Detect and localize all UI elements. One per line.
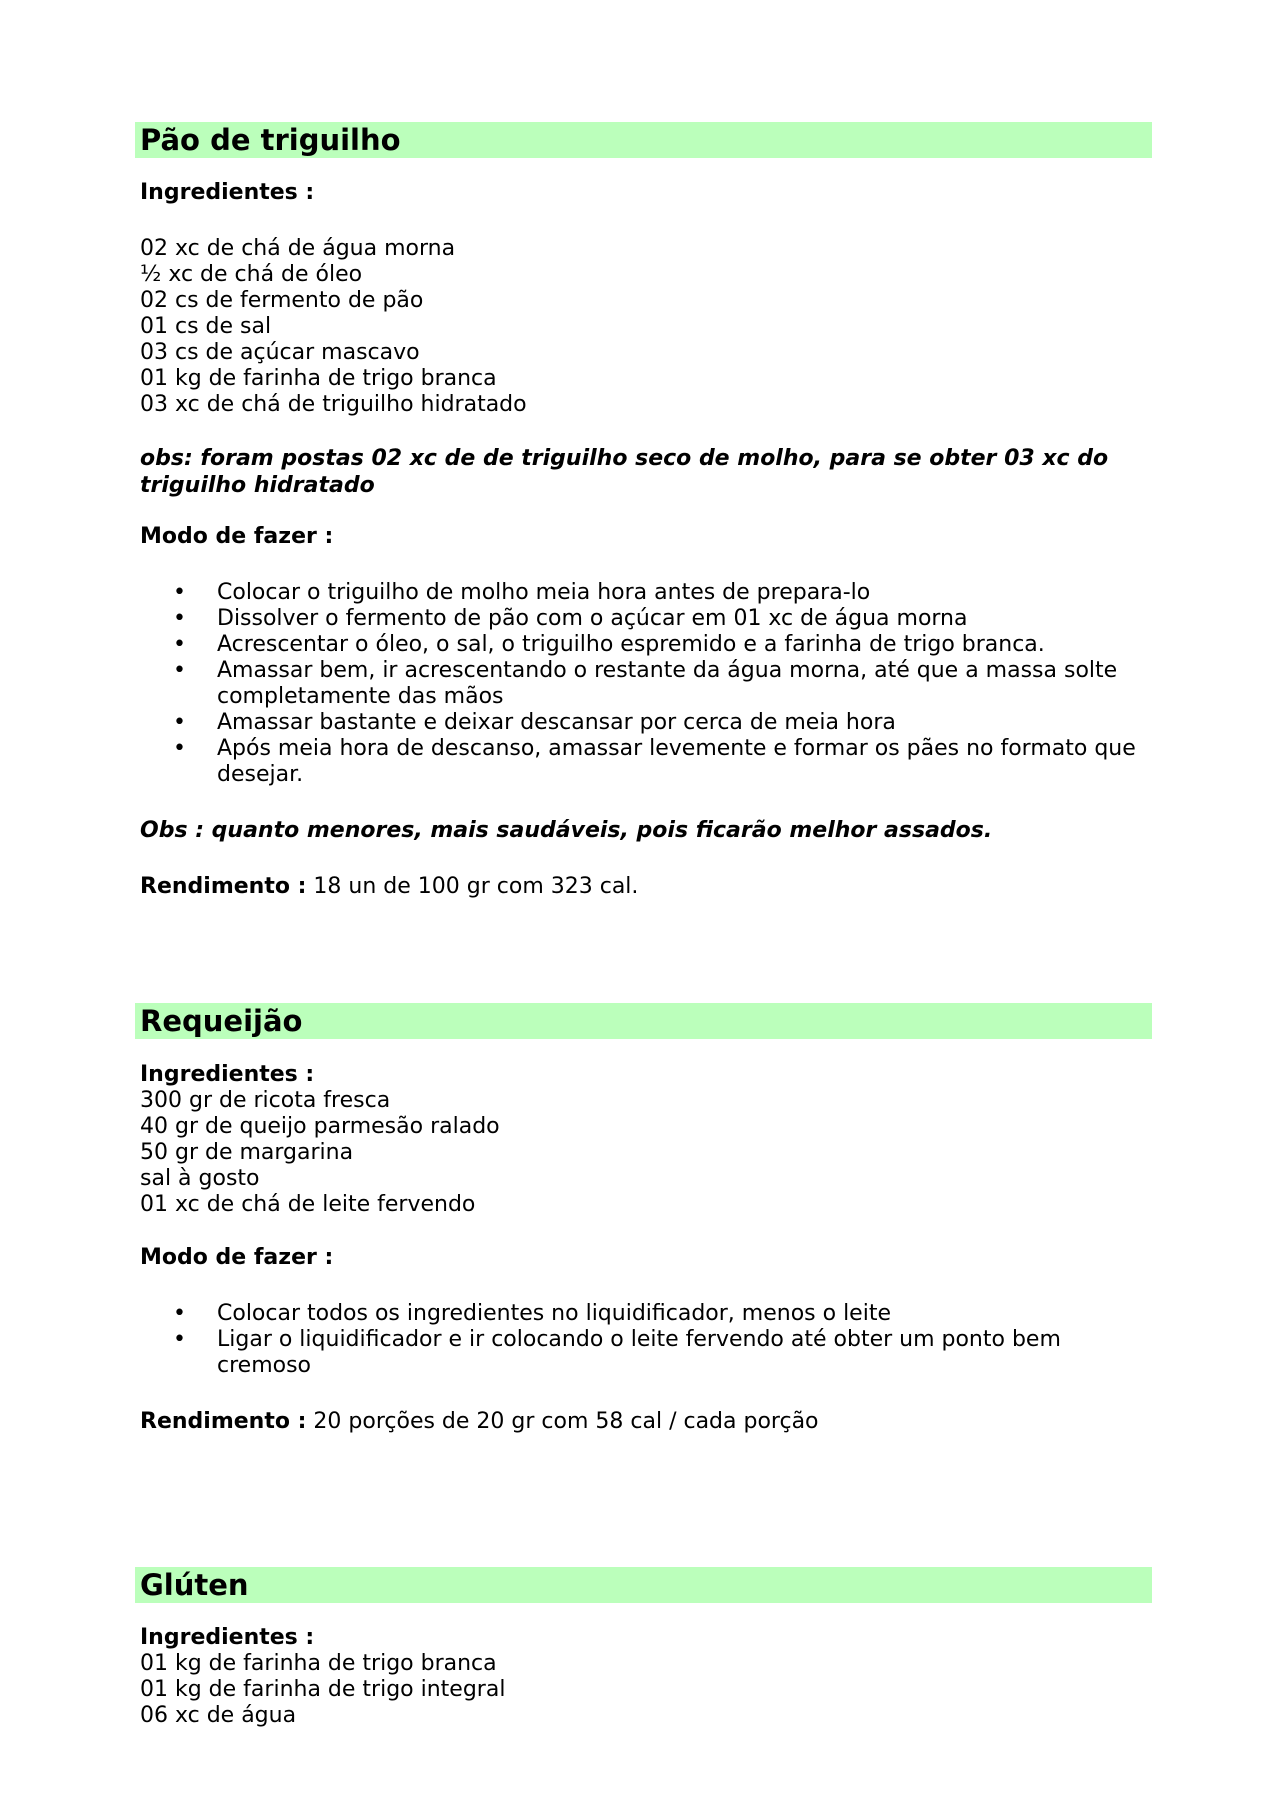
bullet-icon: •: [173, 1301, 186, 1326]
ingredient-item: 50 gr de margarina: [140, 1140, 354, 1165]
step-item: [135, 658, 1152, 710]
bullet-icon: •: [173, 736, 186, 761]
method-label: Modo de fazer :: [140, 1245, 334, 1270]
ingredients-label: Ingredientes :: [140, 1625, 315, 1650]
yield-value: 20 porções de 20 gr com 58 cal / cada porção: [306, 1409, 819, 1434]
ingredient-item: 03 xc de chá de triguilho hidratado: [140, 392, 527, 417]
step-text: Acrescentar o óleo, o sal, o triguilho espremido e a farinha de trigo branca.: [217, 632, 1045, 657]
step-item: [135, 710, 1152, 736]
bullet-icon: •: [173, 658, 186, 683]
step-item: [135, 632, 1152, 658]
ingredient-item: ½ xc de chá de óleo: [140, 262, 363, 287]
recipe-pao-de-triguilho: [135, 122, 1152, 900]
step-item: [135, 580, 1152, 606]
recipe-title: Pão de triguilho: [135, 122, 1152, 158]
ingredient-item: 02 cs de fermento de pão: [140, 288, 424, 313]
ingredient-item: 06 xc de água: [140, 1703, 297, 1728]
ingredients-list: [135, 1651, 1152, 1729]
recipe-title: Glúten: [135, 1567, 1152, 1603]
step-item: [135, 1327, 1152, 1379]
step-text: Colocar todos os ingredientes no liquidificador, menos o leite: [217, 1301, 891, 1326]
step-text: Colocar o triguilho de molho meia hora antes de prepara-lo: [217, 580, 871, 605]
method-steps: [135, 1301, 1152, 1379]
yield-label: Rendimento :: [140, 874, 307, 899]
ingredients-list: [135, 1088, 1152, 1218]
yield-line: [135, 874, 1152, 900]
step-text: Dissolver o fermento de pão com o açúcar em 01 xc de água morna: [217, 606, 968, 631]
ingredients-label: Ingredientes :: [140, 180, 315, 205]
ingredient-item: sal à gosto: [140, 1166, 260, 1191]
bullet-icon: •: [173, 710, 186, 735]
yield-value: 18 un de 100 gr com 323 cal.: [306, 874, 639, 899]
step-item: [135, 1301, 1152, 1327]
bullet-icon: •: [173, 580, 186, 605]
recipe-gluten: [135, 1567, 1152, 1729]
ingredients-list: [135, 236, 1152, 418]
ingredient-item: 01 xc de chá de leite fervendo: [140, 1192, 476, 1217]
ingredient-item: 01 cs de sal: [140, 314, 272, 339]
ingredient-item: 300 gr de ricota fresca: [140, 1088, 391, 1113]
step-item: [135, 736, 1152, 788]
bullet-icon: •: [173, 1327, 186, 1352]
ingredient-item: 40 gr de queijo parmesão ralado: [140, 1114, 500, 1139]
step-text: Amassar bastante e deixar descansar por cerca de meia hora: [217, 710, 896, 735]
step-text: Ligar o liquidificador e ir colocando o leite fervendo até obter um ponto bem cremoso: [217, 1327, 1061, 1378]
bullet-icon: •: [173, 632, 186, 657]
ingredients-label: Ingredientes :: [140, 1062, 315, 1087]
step-text: Amassar bem, ir acrescentando o restante da água morna, até que a massa solte completamente das mãos: [217, 658, 1118, 709]
recipe-title: Requeijão: [135, 1003, 1152, 1039]
yield-line: [135, 1409, 1152, 1435]
step-text: Após meia hora de descanso, amassar levemente e formar os pães no formato que desejar.: [217, 736, 1136, 787]
recipe-requeijao: [135, 1003, 1152, 1435]
bullet-icon: •: [173, 606, 186, 631]
ingredient-item: 02 xc de chá de água morna: [140, 236, 456, 261]
ingredient-item: 01 kg de farinha de trigo integral: [140, 1677, 506, 1702]
method-steps: [135, 580, 1152, 788]
recipe-note-2: Obs : quanto menores, mais saudáveis, pois ficarão melhor assados.: [140, 818, 993, 843]
step-item: [135, 606, 1152, 632]
method-label: Modo de fazer :: [140, 524, 334, 549]
ingredient-item: 03 cs de açúcar mascavo: [140, 340, 420, 365]
yield-label: Rendimento :: [140, 1409, 307, 1434]
ingredient-item: 01 kg de farinha de trigo branca: [140, 1651, 497, 1676]
ingredient-item: 01 kg de farinha de trigo branca: [140, 366, 497, 391]
recipe-note: obs: foram postas 02 xc de de triguilho seco de molho, para se obter 03 xc do triguilho hidratado: [140, 446, 1109, 498]
